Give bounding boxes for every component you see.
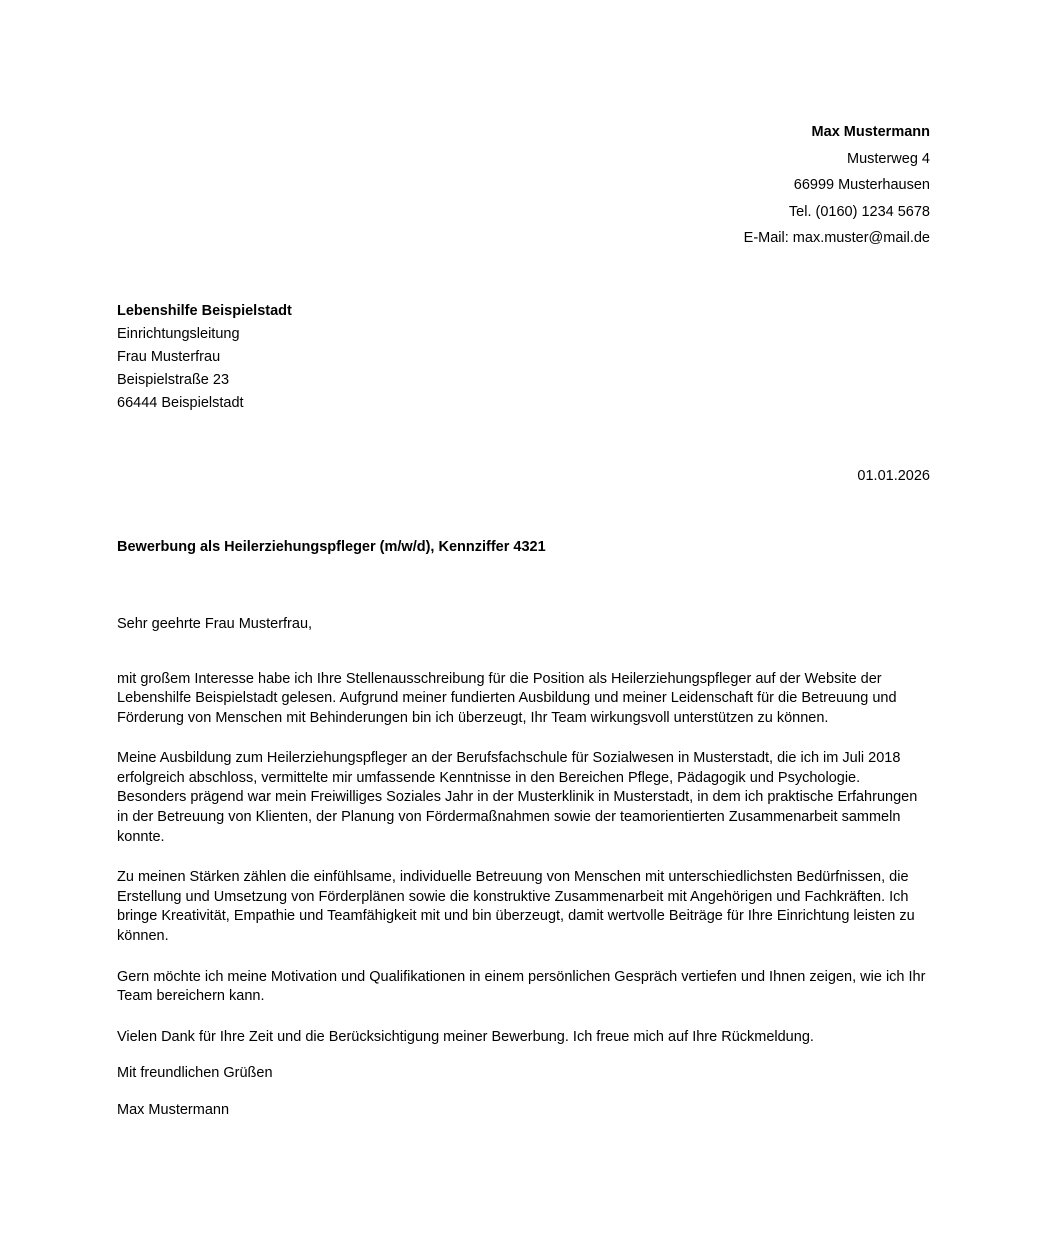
closing-signature: Max Mustermann xyxy=(117,1102,230,1119)
letter-body xyxy=(117,670,930,1048)
sender-street: Musterweg 4 xyxy=(846,150,930,167)
recipient-city: 66444 Beispielstadt xyxy=(117,395,244,412)
body-paragraph-3: Zu meinen Stärken zählen die einfühlsame, individuelle Betreuung von Menschen mit unterschiedlichsten Bedürfnissen, die Erstellung und Umsetzung von Förderplänen sowie die konstruktive Zusammenarbeit mit Angehörigen und Fachkräften. Ich bringe Kreativität, Empathie und Teamfähigkeit mit und bin überzeugt, damit wertvolle Beiträge für Ihre Einrichtung leisten zu können. xyxy=(117,869,915,945)
body-paragraph-2: Meine Ausbildung zum Heilerziehungspfleger an der Berufsfachschule für Sozialwesen in Musterstadt, die ich im Juli 2018 erfolgreich abschloss, vermittelte mir umfassende Kenntnisse in den Bereichen Pflege, Pädagogik und Psychologie. Besonders prägend war mein Freiwilliges Soziales Jahr in der Musterklinik in Musterstadt, in dem ich praktische Erfahrungen in der Betreuung von Klienten, der Planung von Fördermaßnahmen sowie der teamorientierten Zusammenarbeit sammeln konnte. xyxy=(117,750,918,845)
letter-subject: Bewerbung als Heilerziehungspfleger (m/w/d), Kennziffer 4321 xyxy=(117,538,546,555)
sender-address-block xyxy=(117,119,930,252)
sender-phone: Tel. (0160) 1234 5678 xyxy=(788,203,930,220)
sender-email: E-Mail: max.muster@mail.de xyxy=(743,230,930,246)
recipient-department: Einrichtungsleitung xyxy=(117,325,240,342)
recipient-street: Beispielstraße 23 xyxy=(117,372,230,389)
sender-name: Max Mustermann xyxy=(811,124,930,140)
letter-content xyxy=(117,0,930,1243)
body-paragraph-4: Gern möchte ich meine Motivation und Qualifikationen in einem persönlichen Gespräch vertiefen und Ihnen zeigen, wie ich Ihr Team bereichern kann. xyxy=(117,968,926,1005)
closing-greeting: Mit freundlichen Grüßen xyxy=(117,1065,273,1082)
recipient-address-block xyxy=(117,300,930,416)
body-paragraph-1: mit großem Interesse habe ich Ihre Stellenausschreibung für die Position als Heilerziehungspfleger auf der Website der Lebenshilfe Beispielstadt gelesen. Aufgrund meiner fundierten Ausbildung und meiner Leidenschaft für die Betreuung und Förderung von Menschen mit Behinderungen bin ich überzeugt, Ihr Team wirkungsvoll unterstützen zu können. xyxy=(117,670,897,726)
recipient-organization: Lebenshilfe Beispielstadt xyxy=(117,302,292,319)
sender-city: 66999 Musterhausen xyxy=(793,177,930,193)
body-paragraph-5: Vielen Dank für Ihre Zeit und die Berücksichtigung meiner Bewerbung. Ich freue mich auf Ihre Rückmeldung. xyxy=(117,1028,814,1045)
recipient-contact-person: Frau Musterfrau xyxy=(117,348,221,365)
letter-salutation: Sehr geehrte Frau Musterfrau, xyxy=(117,615,313,632)
letter-date: 01.01.2026 xyxy=(857,467,930,484)
letter-closing xyxy=(117,1063,930,1120)
